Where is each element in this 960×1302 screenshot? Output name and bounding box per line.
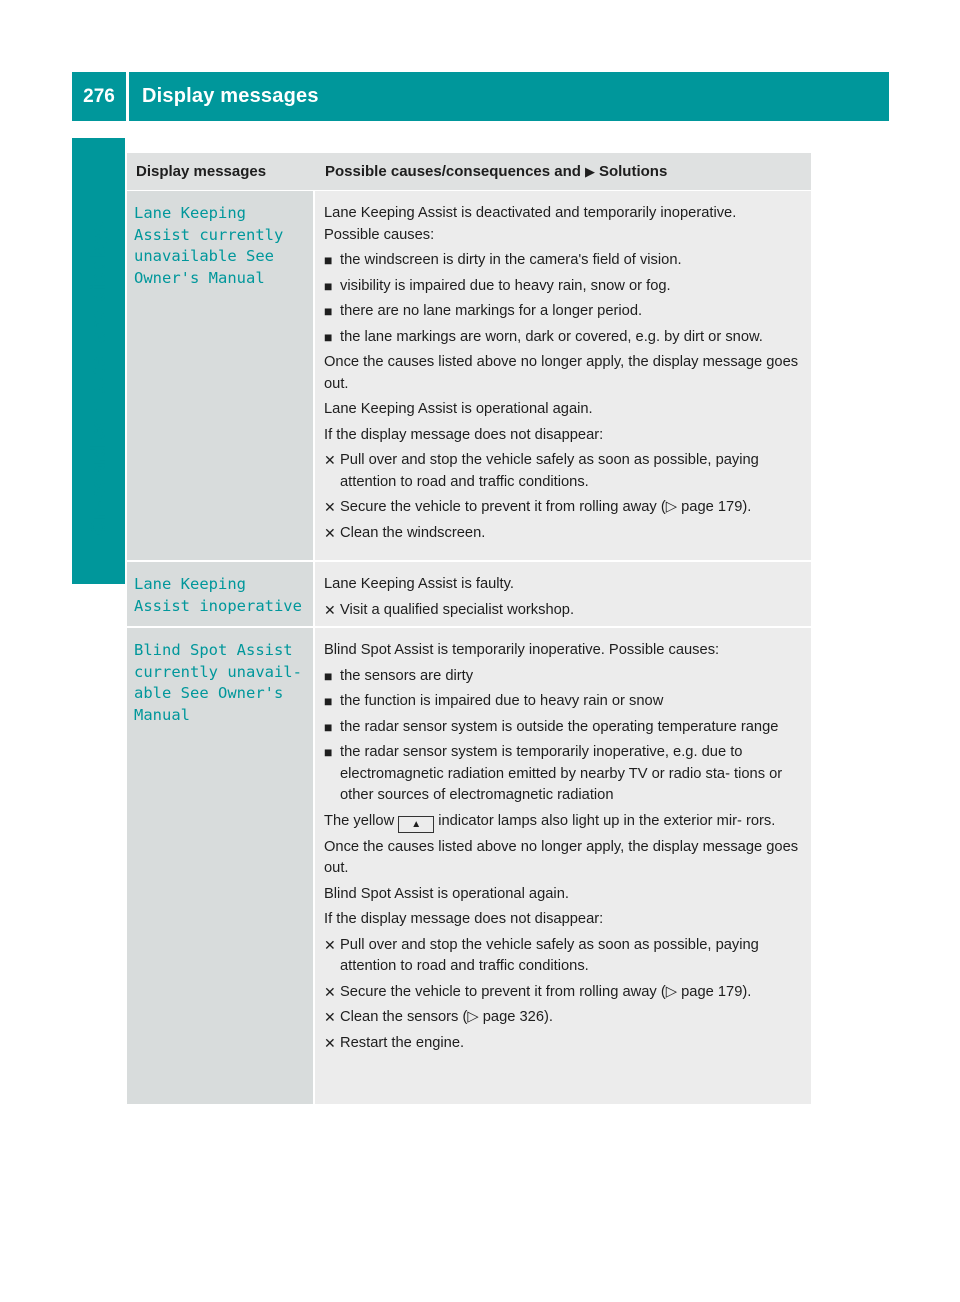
bullet-text: the radar sensor system is outside the operating temperature range <box>340 718 779 735</box>
arrow-right-icon: ▶ <box>584 163 595 179</box>
bullet-icon: ■ <box>324 277 333 294</box>
paragraph-text: The yellow <box>324 812 395 829</box>
table-row <box>127 191 811 562</box>
paragraph: Blind Spot Assist is operational again. <box>324 885 569 902</box>
bullet-icon: ■ <box>324 303 333 319</box>
step-item <box>324 600 805 622</box>
page-ref-arrow-icon: ▷ <box>665 983 678 1000</box>
paragraph: Lane Keeping Assist is operational again. <box>324 401 593 417</box>
causes-cell <box>315 562 811 626</box>
step-arrow-icon: ✕ <box>324 936 336 953</box>
bullet-item <box>324 717 805 739</box>
step-arrow-icon: ✕ <box>324 499 336 515</box>
causes-cell <box>315 191 811 560</box>
bullet-item <box>324 666 805 688</box>
paragraph: Once the causes listed above no longer apply, the display message goes out. <box>324 354 799 392</box>
bullet-icon: ■ <box>324 718 333 735</box>
bullet-icon: ■ <box>324 252 333 268</box>
bullet-icon: ■ <box>324 328 333 345</box>
step-text: Secure the vehicle to prevent it from rolling away ( <box>340 499 666 515</box>
page-title: Display messages <box>142 85 319 107</box>
page-reference-link[interactable]: page 179). <box>681 983 752 1000</box>
bullet-text: visibility is impaired due to heavy rain, snow or fog. <box>340 277 671 294</box>
paragraph <box>324 811 805 833</box>
display-message: Lane Keeping Assist inoperative <box>134 575 302 615</box>
bullet-item <box>324 250 805 272</box>
bullet-text: the lane markings are worn, dark or covered, e.g. by dirt or snow. <box>340 328 763 345</box>
bullet-item <box>324 301 805 323</box>
bullet-icon: ■ <box>324 744 333 760</box>
step-arrow-icon: ✕ <box>324 601 336 618</box>
paragraph: If the display message does not disappear: <box>324 426 604 443</box>
paragraph: Lane Keeping Assist is faulty. <box>324 576 514 592</box>
step-arrow-icon: ✕ <box>324 1034 336 1051</box>
step-arrow-icon: ✕ <box>324 524 336 541</box>
display-message: Blind Spot Assist currently unavail‐ able See Owner's Manual <box>134 641 302 724</box>
paragraph: Once the causes listed above no longer apply, the display message goes out. <box>324 838 799 876</box>
bullet-item <box>324 691 805 713</box>
step-arrow-icon: ✕ <box>324 452 336 468</box>
page-number: 276 <box>72 72 129 121</box>
page-ref-arrow-icon: ▷ <box>665 499 678 515</box>
step-text: Restart the engine. <box>340 1034 465 1051</box>
bullet-icon: ■ <box>324 693 333 709</box>
page-header <box>72 72 889 121</box>
column-header-causes-text: Possible causes/consequences and <box>325 163 581 180</box>
step-text: Clean the windscreen. <box>340 524 486 541</box>
step-item <box>324 1007 805 1029</box>
bullet-text: the radar sensor system is temporarily inoperative, e.g. due to electromagnetic radiation emitted by nearby TV or radio sta‐ tions or other sources of electromagnetic radiation <box>340 744 783 803</box>
table-row <box>127 562 811 628</box>
message-cell <box>127 191 315 560</box>
side-tab-label: On-board computer and displays <box>88 221 110 535</box>
message-cell <box>127 628 315 1104</box>
step-item <box>324 982 805 1004</box>
bullet-item <box>324 327 805 349</box>
step-text: Secure the vehicle to prevent it from rolling away ( <box>340 983 666 1000</box>
page-ref-arrow-icon: ▷ <box>467 1009 479 1025</box>
paragraph: Blind Spot Assist is temporarily inoperative. Possible causes: <box>324 642 720 658</box>
display-messages-table <box>127 153 811 1106</box>
message-cell <box>127 562 315 626</box>
bullet-text: the sensors are dirty <box>340 667 474 684</box>
step-arrow-icon: ✕ <box>324 983 336 1000</box>
display-message: Lane Keeping Assist currently unavailable See Owner's Manual <box>134 204 284 287</box>
bullet-text: the windscreen is dirty in the camera's field of vision. <box>340 252 682 268</box>
step-text: Clean the sensors ( <box>340 1009 468 1025</box>
step-item <box>324 1033 805 1055</box>
table-header-row <box>127 153 811 191</box>
step-text: Pull over and stop the vehicle safely as soon as possible, paying attention to road and traffic conditions. <box>340 452 759 490</box>
paragraph: Lane Keeping Assist is deactivated and temporarily inoperative. <box>324 205 737 221</box>
causes-cell <box>315 628 811 1104</box>
column-header-messages: Display messages <box>136 163 267 180</box>
step-item <box>324 523 805 545</box>
step-text: Visit a qualified specialist workshop. <box>340 601 575 618</box>
bullet-item <box>324 742 805 807</box>
column-header-solutions-text: Solutions <box>598 163 668 180</box>
bullet-item <box>324 276 805 298</box>
page-reference-link[interactable]: page 326). <box>482 1009 553 1025</box>
bullet-text: there are no lane markings for a longer period. <box>340 303 643 319</box>
paragraph-text: indicator lamps also light up in the exterior mir‐ rors. <box>438 812 776 829</box>
step-item <box>324 935 805 978</box>
step-item <box>324 497 805 519</box>
paragraph: Possible causes: <box>324 226 435 243</box>
bullet-text: the function is impaired due to heavy rain or snow <box>340 693 664 709</box>
step-text: Pull over and stop the vehicle safely as soon as possible, paying attention to road and traffic conditions. <box>340 936 759 974</box>
paragraph: If the display message does not disappear: <box>324 911 604 927</box>
step-arrow-icon: ✕ <box>324 1009 336 1025</box>
table-row <box>127 628 811 1106</box>
blind-spot-warning-icon: ▲ <box>398 816 434 833</box>
column-header-causes <box>315 153 811 190</box>
step-item <box>324 450 805 493</box>
page-reference-link[interactable]: page 179). <box>681 499 752 515</box>
bullet-icon: ■ <box>324 667 333 684</box>
